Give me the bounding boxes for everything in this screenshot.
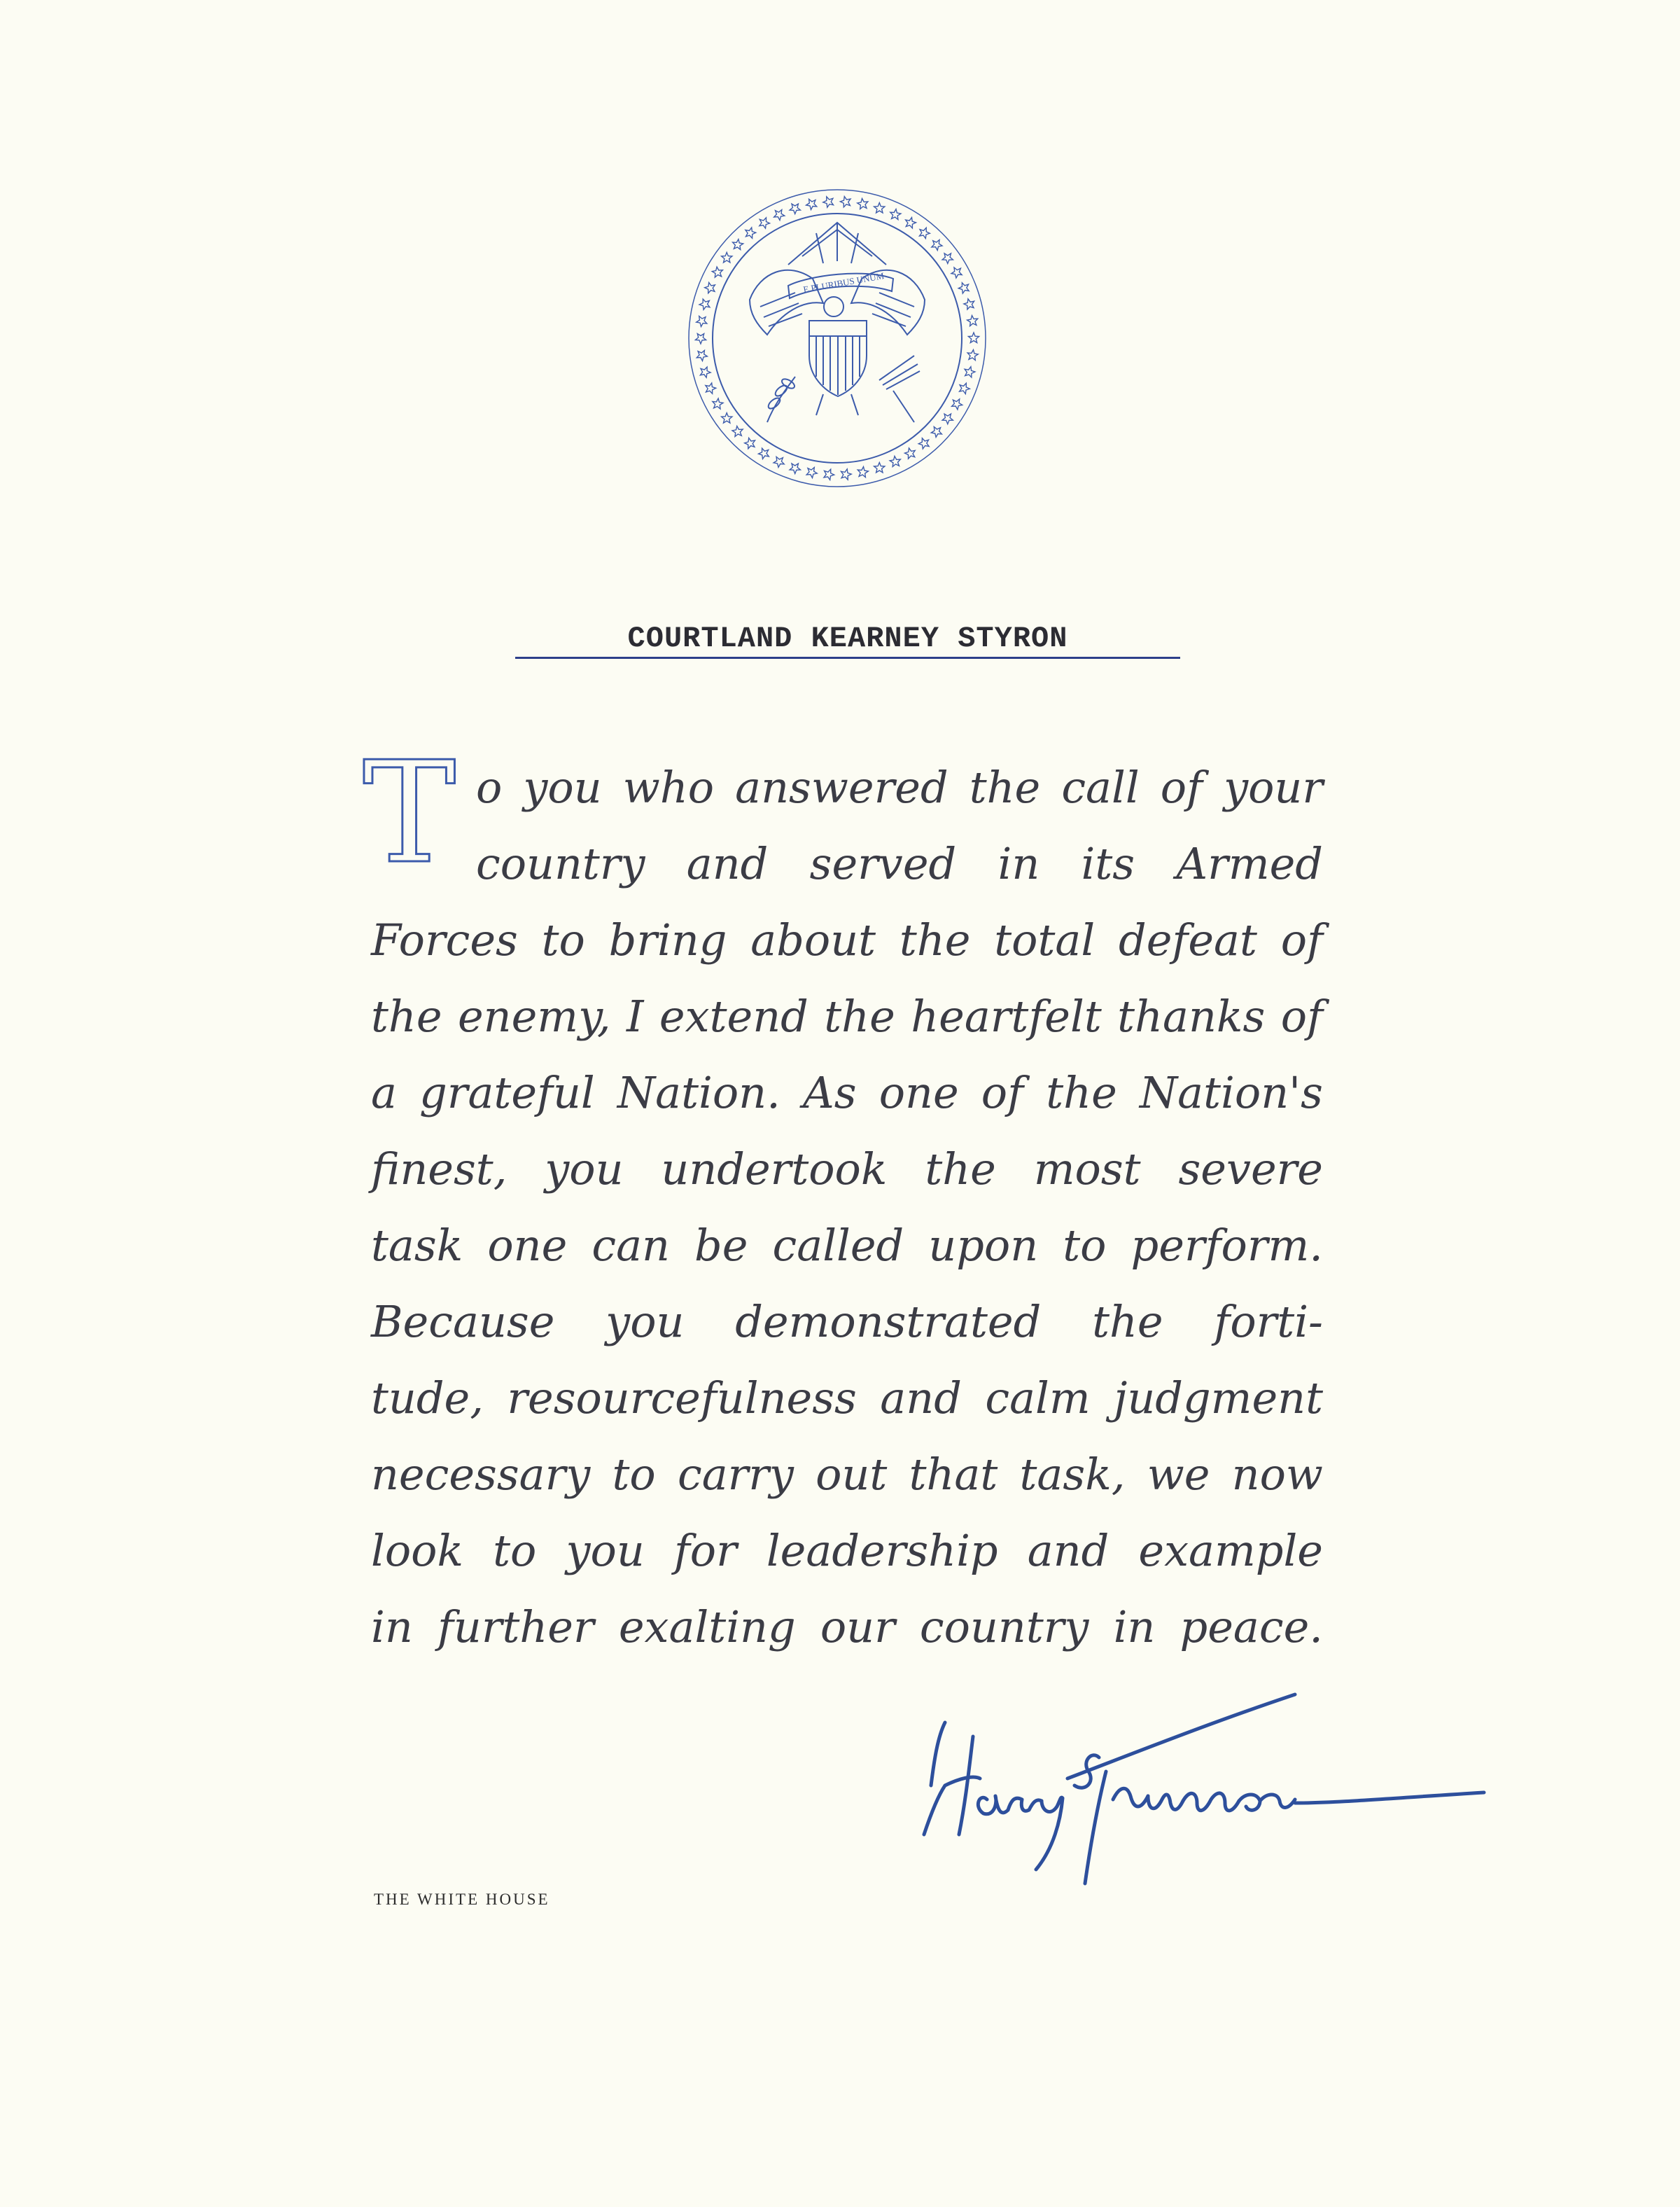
seal-star-icon [790,204,800,214]
seal-star-icon [931,427,941,438]
seal-star-icon [745,438,755,449]
seal-star-icon [858,199,868,209]
seal-star-icon [932,240,942,251]
seal-star-icon [696,316,707,327]
seal-star-icon [759,448,769,459]
seal-star-icon [890,457,900,467]
seal-star-icon [823,197,834,207]
seal-star-icon [722,413,732,424]
seal-star-icon [746,228,756,238]
seal-star-icon [712,267,722,277]
seal-star-icon [967,316,978,326]
seal-star-icon [774,210,785,221]
seal-star-icon [918,438,929,449]
seal-star-icon [733,239,743,250]
seal-star-icon [705,283,715,293]
message-line: look to you for leadership and example [371,1525,1323,1576]
seal-star-icon [760,218,770,228]
seal-star-icon [858,467,868,478]
seal-star-icon [874,203,885,214]
seal-star-icon [732,426,743,437]
message-line: country and served in its Armed [476,838,1323,889]
seal-star-icon [920,228,930,238]
seal-star-icon [806,199,817,209]
message-line: necessary to carry out that task, we now [371,1449,1323,1500]
seal-star-icon [958,283,969,293]
recipient-name: COURTLAND KEARNEY STYRON [627,622,1068,655]
seal-star-icon [841,469,852,480]
message-line: Forces to bring about the total defeat of [371,914,1323,966]
seal-star-icon [840,197,850,207]
message-line: Because you demonstrated the forti- [371,1296,1323,1347]
message-body [371,749,1323,1665]
seal-star-icon [696,350,707,361]
seal-star-icon [964,299,974,309]
seal-star-icon [965,367,975,377]
footer-white-house: THE WHITE HOUSE [374,1891,550,1908]
seal-star-icon [806,468,817,478]
seal-star-icon [968,333,979,343]
presidential-signature [917,1680,1491,1912]
seal-star-icon [790,464,800,474]
message-line: finest, you undertook the most severe [371,1143,1323,1195]
seal-star-icon [774,457,784,467]
message-line: task one can be called upon to perform. [371,1220,1323,1271]
recipient-underline [515,657,1180,659]
seal-star-icon [824,469,834,480]
seal-star-icon [890,209,901,220]
seal-star-icon [967,350,978,361]
presidential-seal-icon [683,181,991,496]
seal-star-icon [960,383,970,394]
seal-star-icon [951,267,962,278]
message-line: tude, resourcefulness and calm judgment [371,1372,1323,1423]
seal-star-icon [942,253,953,264]
message-line: a grateful Nation. As one of the Nation's [371,1067,1323,1118]
drop-cap-letter: T [363,732,456,895]
message-line: in further exalting our country in peace. [371,1601,1323,1652]
seal-star-icon [706,383,716,394]
seal-star-icon [722,252,732,263]
message-line: the enemy, I extend the heartfelt thanks of [371,991,1323,1042]
seal-star-icon [906,218,916,228]
seal-star-icon [700,367,710,377]
seal-star-icon [713,398,723,409]
seal-star-icon [874,463,885,473]
seal-star-icon [699,299,710,309]
seal-star-icon [952,399,962,410]
seal-motto: E PLURIBUS UNUM [802,270,886,295]
seal-star-icon [905,448,916,459]
seal-star-icon [695,334,706,344]
seal-star-icon [942,414,953,424]
message-line: o you who answered the call of your [476,762,1323,813]
